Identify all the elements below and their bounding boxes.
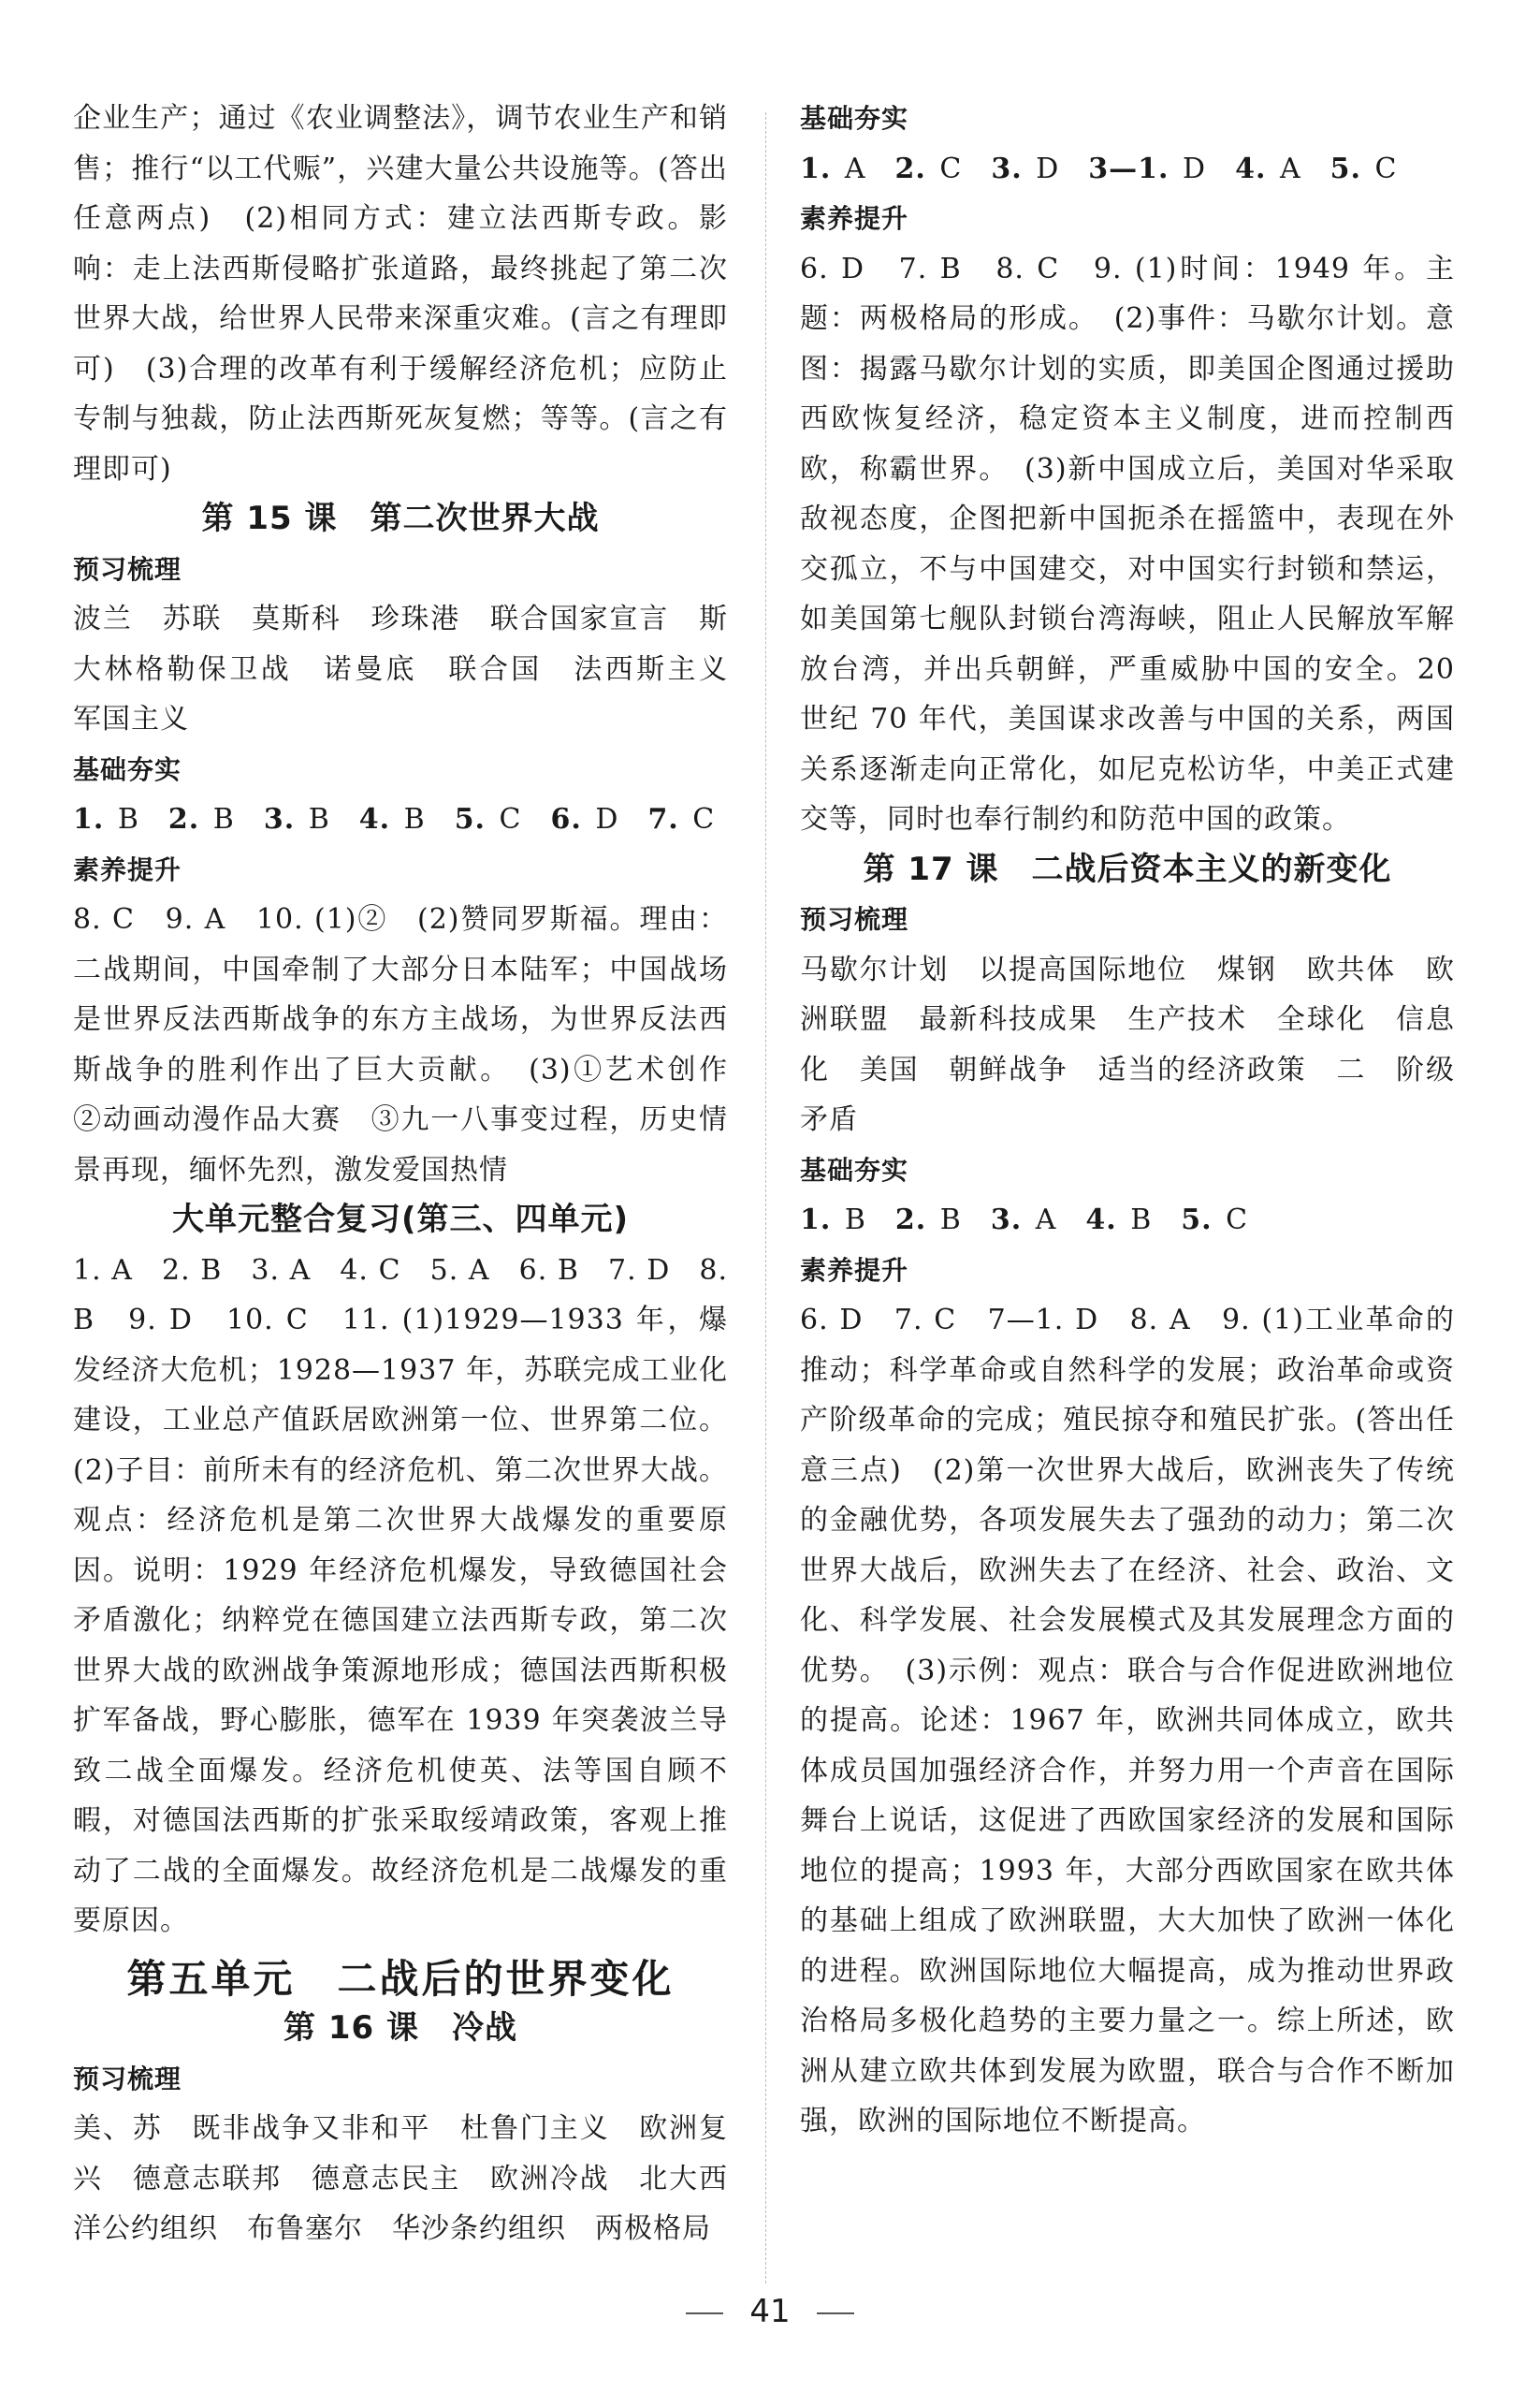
- answer-number: 5.: [454, 803, 487, 836]
- answer-number: 3.: [990, 1203, 1023, 1236]
- answer-number: 2.: [894, 152, 926, 185]
- answer-number: 3—1.: [1088, 152, 1170, 185]
- page-number-dash-left: [686, 2312, 723, 2314]
- answer-item: [800, 153, 866, 185]
- basic-answers: [800, 144, 1455, 195]
- answer-number: 5.: [1181, 1203, 1213, 1236]
- preview-answers: 美、苏 既非战争又非和平 杜鲁门主义 欧洲复兴 德意志联邦 德意志民主 欧洲冷战 北大西洋公约组织 布鲁塞尔 华沙条约组织 两极格局: [73, 2112, 728, 2245]
- answer-value: C: [1212, 1203, 1249, 1236]
- answer-number: 6.: [550, 803, 582, 836]
- unit-review-title: 大单元整合复习(第三、四单元): [171, 1201, 630, 1238]
- answer-value: C: [486, 803, 522, 836]
- right-column: [800, 94, 1455, 2147]
- answer-number: 4.: [1085, 1203, 1117, 1236]
- answer-number: 3.: [991, 152, 1023, 185]
- answer-number: 4.: [1235, 152, 1267, 185]
- answer-number: 2.: [894, 1203, 927, 1236]
- answer-value: B: [926, 1203, 962, 1236]
- answer-value: B: [295, 803, 330, 836]
- answer-number: 1.: [73, 803, 105, 836]
- section-label: 素养提升: [800, 203, 909, 234]
- answer-value: B: [390, 803, 426, 836]
- answer-item: [1088, 153, 1206, 185]
- answer-item: [1235, 153, 1301, 185]
- answer-number: 1.: [800, 152, 832, 185]
- answer-value: A: [831, 152, 866, 185]
- answer-item: [73, 803, 139, 836]
- answer-item: [800, 1203, 866, 1236]
- answer-number: 4.: [358, 803, 391, 836]
- answer-item: [168, 803, 235, 836]
- improve-answers: 8. C 9. A 10. (1)② (2)赞同罗斯福。理由：二战期间，中国牵制了大部分日本陆军；中国战场是世界反法西斯战争的东方主战场，为世界反法西斯战争的胜利作出了巨大贡献。 (3)①艺术创作 ②动画动漫作品大赛 ③九一八事变过程，历史情景再现，缅怀先烈，激发爱国热情: [73, 903, 757, 1187]
- unit-5-title: 第五单元 二战后的世界变化: [126, 1955, 675, 2002]
- section-label: 基础夯实: [73, 753, 182, 785]
- answer-item: [1181, 1203, 1248, 1236]
- answer-number: 3.: [263, 803, 296, 836]
- section-label: 基础夯实: [800, 103, 909, 134]
- improve-answers: 6. D 7. C 7—1. D 8. A 9. (1)工业革命的推动；科学革命或自然科学的发展；政治革命或资产阶级革命的完成；殖民掠夺和殖民扩张。(答出任意三点) (2)第一次世界大战后，欧洲丧失了传统的金融优势，各项发展失去了强劲的动力；第二次世界大战后，欧洲失去了在经济、社会、政治、文化、科学发展、社会发展模式及其发展理念方面的优势。 (3)示例：观点：联合与合作促进欧洲地位的提高。论述：1967 年，欧洲共同体成立，欧共体成员国加强经济合作，并努力用一个声音在国际舞台上说话，这促进了西欧国家经济的发展和国际地位的提高；1993 年，大部分西欧国家在欧共体的基础上组成了欧洲联盟，大大加快了欧洲一体化的进程。欧洲国际地位大幅提高，成为推动世界政治格局多极化趋势的主要力量之一。综上所述，欧洲从建立欧共体到发展为欧盟，联合与合作不断加强，欧洲的国际地位不断提高。: [800, 1304, 1455, 2137]
- lesson-16-title: 第 16 课 冷战: [283, 2009, 517, 2047]
- answer-value: C: [1360, 152, 1398, 185]
- section-label: 素养提升: [73, 853, 182, 885]
- section-label: 预习梳理: [73, 553, 182, 585]
- answer-number: 2.: [167, 803, 200, 836]
- preview-answers: 马歇尔计划 以提高国际地位 煤钢 欧共体 欧洲联盟 最新科技成果 生产技术 全球化 信息化 美国 朝鲜战争 适当的经济政策 二 阶级矛盾: [800, 953, 1455, 1136]
- page-number-value: 41: [749, 2293, 791, 2330]
- improve-answers: 6. D 7. B 8. C 9. (1)时间：1949 年。主题：两极格局的形成。 (2)事件：马歇尔计划。意图：揭露马歇尔计划的实质，即美国企图通过援助西欧恢复经济，稳定资本主义制度，进而控制西欧，称霸世界。 (3)新中国成立后，美国对华采取敌视态度，企图把新中国扼杀在摇篮中，表现在外交孤立，不与中国建交，对中国实行封锁和禁运，如美国第七舰队封锁台湾海峡，阻止人民解放军解放台湾，并出兵朝鲜，严重威胁中国的安全。20 世纪 70 年代，美国谋求改善与中国的关系，两国关系逐渐走向正常化，如尼克松访华，中美正式建交等，同时也奉行制约和防范中国的政策。: [800, 252, 1455, 836]
- page-number: [0, 2293, 1540, 2330]
- answer-value: B: [199, 803, 235, 836]
- answer-value: B: [831, 1203, 866, 1236]
- answer-value: A: [1266, 152, 1301, 185]
- column-divider: [765, 112, 766, 2283]
- intro-paragraph: 企业生产；通过《农业调整法》，调节农业生产和销售；推行“以工代赈”，兴建大量公共设施等。(答出任意两点) (2)相同方式：建立法西斯专政。影响：走上法西斯侵略扩张道路，最终挑起了第二次世界大战，给世界人民带来深重灾难。(言之有理即可) (3)合理的改革有利于缓解经济危机；应防止专制与独裁，防止法西斯死灰复燃；等等。(言之有理即可): [73, 102, 728, 486]
- answer-value: D: [581, 803, 619, 836]
- preview-answers: 波兰 苏联 莫斯科 珍珠港 联合国家宣言 斯大林格勒保卫战 诺曼底 联合国 法西斯主义 军国主义: [73, 603, 757, 736]
- answer-item: [991, 1203, 1057, 1236]
- answer-item: [551, 803, 619, 836]
- lesson-17-title: 第 17 课 二战后资本主义的新变化: [863, 850, 1392, 888]
- answer-value: B: [1116, 1203, 1153, 1236]
- basic-answers: [800, 1195, 1455, 1246]
- answer-value: D: [1022, 152, 1060, 185]
- answer-item: [264, 803, 330, 836]
- answer-number: 1.: [800, 1203, 832, 1236]
- answer-value: A: [1022, 1203, 1057, 1236]
- left-column: [73, 94, 757, 2254]
- answer-item: [1330, 153, 1398, 185]
- answer-item: [895, 153, 963, 185]
- answer-item: [1085, 1203, 1152, 1236]
- review-answers: 1. A 2. B 3. A 4. C 5. A 6. B 7. D 8. B 9. D 10. C 11. (1)1929—1933 年，爆发经济大危机；1928—1937 年，苏联完成工业化建设，工业总产值跃居欧洲第一位、世界第二位。(2)子目：前所未有的经济危机、第二次世界大战。观点：经济危机是第二次世界大战爆发的重要原因。说明：1929 年经济危机爆发，导致德国社会矛盾激化；纳粹党在德国建立法西斯专政，第二次世界大战的欧洲战争策源地形成；德国法西斯积极扩军备战，野心膨胀，德军在 1939 年突袭波兰导致二战全面爆发。经济危机使英、法等国自顾不暇，对德国法西斯的扩张采取绥靖政策，客观上推动了二战的全面爆发。故经济危机是二战爆发的重要原因。: [73, 1253, 728, 1937]
- page-number-dash-right: [817, 2312, 854, 2314]
- answer-item: [455, 803, 522, 836]
- section-label: 预习梳理: [73, 2063, 182, 2094]
- answer-item: [991, 153, 1059, 185]
- lesson-15-title: 第 15 课 第二次世界大战: [201, 500, 600, 537]
- answer-value: C: [925, 152, 963, 185]
- answer-item: [647, 803, 715, 836]
- answer-number: 7.: [647, 803, 679, 836]
- section-label: 基础夯实: [800, 1154, 909, 1186]
- answer-value: C: [678, 803, 716, 836]
- answer-number: 5.: [1329, 152, 1361, 185]
- answer-item: [895, 1203, 962, 1236]
- answer-value: D: [1169, 152, 1207, 185]
- basic-answers: [73, 795, 728, 845]
- section-label: 预习梳理: [800, 904, 909, 935]
- section-label: 素养提升: [800, 1254, 909, 1286]
- answer-item: [359, 803, 426, 836]
- answer-value: B: [104, 803, 139, 836]
